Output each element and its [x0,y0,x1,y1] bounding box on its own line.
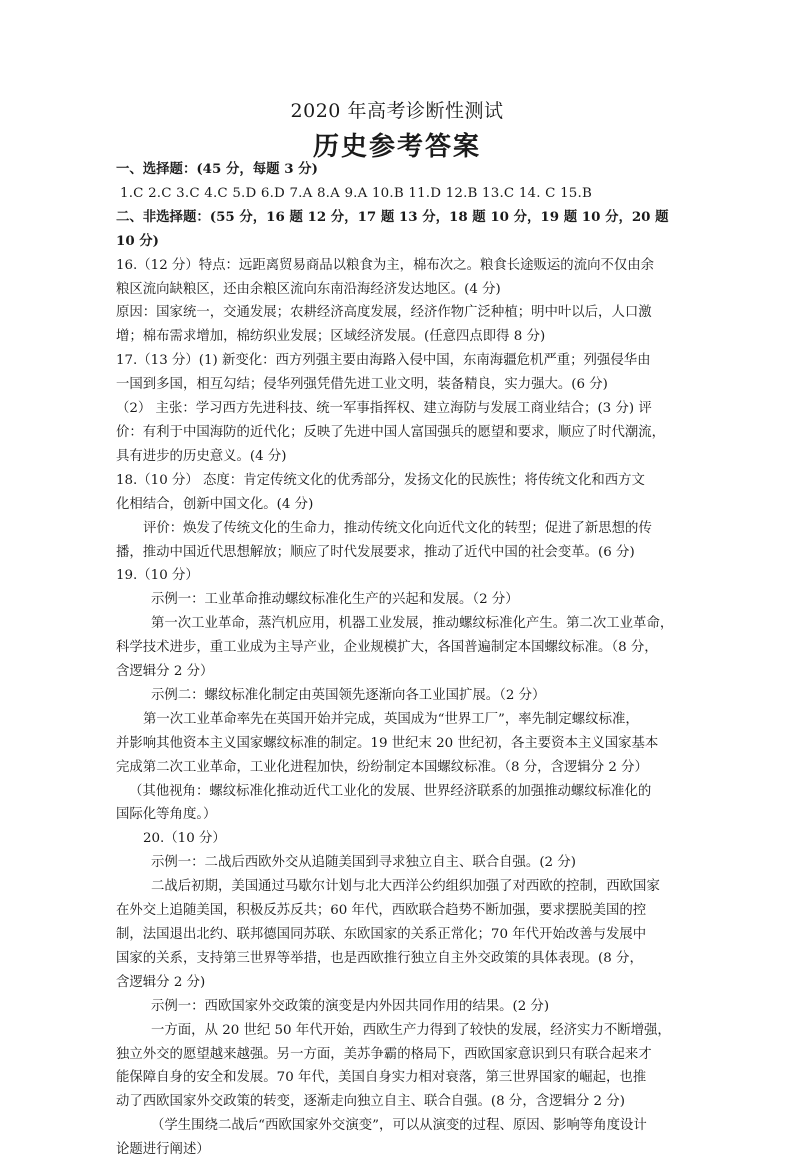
document-title: 历史参考答案 [312,132,481,162]
q20-line: 制，法国退出北约、联邦德国同苏联、东欧国家的关系正常化；70 年代开始改善与发展中 [116,927,647,942]
q20-line: 在外交上追随美国，积极反苏反共；60 年代，西欧联合趋势不断加强，要求摆脱美国的控 [116,903,647,919]
q19-example: 示例二：螺纹标准化制定由英国领先逐渐向各工业国扩展。（2 分） [151,687,546,703]
q18-line: 评价：焕发了传统文化的生命力，推动传统文化向近代文化的转型；促进了新思想的传 [143,520,652,536]
q20-line: 二战后初期，美国通过马歇尔计划与北大西洋公约组织加强了对西欧的控制，西欧国家 [151,879,660,895]
q18-line: 化相结合，创新中国文化。(4 分) [116,496,314,512]
q20-line: 动了西欧国家外交政策的转变，逐渐走向独立自主、联合自强。(8 分，含逻辑分 2 分) [116,1094,625,1110]
q20-line: 国家的关系，支持第三世界等举措，也是西欧推行独立自主外交政策的具体表现。(8 分， [116,950,643,966]
q19-line: （其他视角：螺纹标准化推动近代工业化的发展、世界经济联系的加强推动螺纹标准化的 [129,783,652,799]
q17-line: 17.（13 分）(1) 新变化：西方列强主要由海路入侵中国，东南海疆危机严重；列强侵华由 [116,353,651,369]
q17-line: 具有进步的历史意义。(4 分) [116,448,287,464]
section2-heading: 二、非选择题：(55 分，16 题 12 分，17 题 13 分，18 题 10 分，19 题 10 分，20 题 10 分) [116,208,669,249]
q19-line: 并影响其他资本主义国家螺纹标准的制定。19 世纪末 20 世纪初，各主要资本主义国家基本 [116,735,659,751]
q18-line: 播，推动中国近代思想解放；顺应了时代发展要求，推动了近代中国的社会变革。(6 分) [116,544,635,560]
q16-line: 粮区流向缺粮区，还由余粮区流向东南沿海经济发达地区。(4 分) [116,281,501,297]
exam-title: 2020 年高考诊断性测试 [290,100,504,122]
q19-line: 完成第二次工业革命，工业化进程加快，纷纷制定本国螺纹标准。（8 分，含逻辑分 2 分） [116,759,648,775]
q20-line: 论题进行阐述） [116,1142,210,1158]
q16-line: 16.（12 分）特点：远距离贸易商品以粮食为主，棉布次之。粮食长途贩运的流向不仅由余 [116,257,655,273]
q20-line: （学生围绕二战后“西欧国家外交演变”，可以从演变的过程、原因、影响等角度设计 [151,1118,647,1134]
q16-line: 原因：国家统一，交通发展；农耕经济高度发展，经济作物广泛种植；明中叶以后，人口激 [116,305,652,321]
section1-heading: 一、选择题：(45 分，每题 3 分) [116,161,318,177]
choice-answers: 1.C 2.C 3.C 4.C 5.D 6.D 7.A 8.A 9.A 10.B 11.D 12.B 13.C 14. C 15.B [120,185,593,201]
q16-line: 增；棉布需求增加，棉纺织业发展；区域经济发展。(任意四点即得 8 分) [116,329,546,345]
q17-line: （2） 主张：学习西方先进科技、统一军事指挥权、建立海防与发展工商业结合；(3 分) 评 [116,401,652,417]
q19-line: 国际化等角度。） [116,807,217,823]
q20-example: 示例一：二战后西欧外交从追随美国到寻求独立自主、联合自强。(2 分) [151,855,576,871]
document-body [116,158,682,1162]
q19-line: 第一次工业革命，蒸汽机应用，机器工业发展，推动螺纹标准化产生。第二次工业革命， [151,616,674,632]
q20-example: 示例一：西欧国家外交政策的演变是内外因共同作用的结果。(2 分) [151,998,550,1014]
q18-line: 18.（10 分） 态度：肯定传统文化的优秀部分，发扬文化的民族性；将传统文化和西方文 [116,472,645,488]
q20-line: 20.（10 分） [143,831,226,847]
q19-example: 示例一：工业革命推动螺纹标准化生产的兴起和发展。（2 分） [151,592,519,608]
q19-line: 含逻辑分 2 分） [116,664,214,680]
q20-line: 独立外交的愿望越来越强。另一方面，美苏争霸的格局下，西欧国家意识到只有联合起来才 [116,1046,652,1062]
q17-line: 一国到多国，相互勾结；侵华列强凭借先进工业文明，装备精良，实力强大。(6 分) [116,377,608,393]
q19-line: 第一次工业革命率先在英国开始并完成，英国成为“世界工厂”，率先制定螺纹标准， [143,711,639,727]
q19-line: 科学技术进步，重工业成为主导产业，企业规模扩大，各国普遍制定本国螺纹标准。（8 分， [116,640,658,656]
q17-line: 价：有利于中国海防的近代化；反映了先进中国人富国强兵的愿望和要求，顺应了时代潮流， [116,424,666,440]
q20-line: 含逻辑分 2 分) [116,974,206,990]
q19-line: 19.（10 分） [116,568,199,584]
q20-line: 能保障自身的安全和发展。70 年代，美国自身实力相对衰落，第三世界国家的崛起，也推 [116,1070,647,1086]
q20-line: 一方面，从 20 世纪 50 年代开始，西欧生产力得到了较快的发展，经济实力不断增强， [151,1022,671,1038]
